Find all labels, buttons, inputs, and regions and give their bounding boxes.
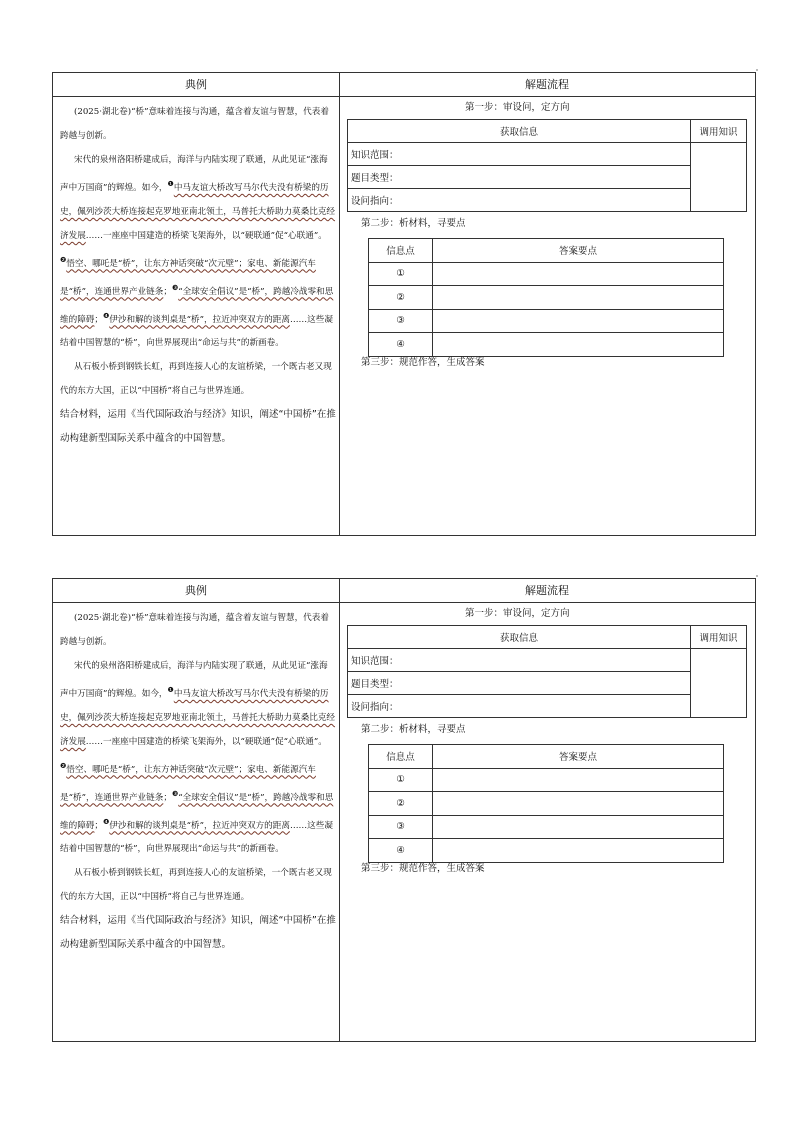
- highlight-4: 伊沙和解的谈判桌是“桥”，拉近冲突双方的距离: [109, 820, 290, 831]
- highlight-1: 中马友谊大桥改写马尔代夫没有桥梁的历史，佩列沙茨大桥连接起克罗地亚南北领土，马普托大桥助力莫桑比克经济发展: [60, 182, 336, 241]
- points-header-info: 信息点: [369, 745, 433, 769]
- knowledge-cell: [691, 649, 747, 718]
- points-row-4: ④: [369, 839, 433, 863]
- material-paragraph-4: 从石板小桥到钢铁长虹，再到连接人心的友谊桥梁，一个既古老又现代的东方大国，正以“中国桥”将自己与世界连通。: [60, 362, 332, 397]
- points-header-answer: 答案要点: [433, 745, 724, 769]
- question-text: 结合材料，运用《当代国际政治与经济》知识，阐述“中国桥”在推动构建新型国际关系中蕴含的中国智慧。: [60, 409, 336, 445]
- column-divider: [339, 579, 340, 1041]
- info-table-header-info: 获取信息: [348, 626, 691, 649]
- info-table: [347, 119, 747, 212]
- step-2-label: 第二步：析材料，寻要点: [361, 218, 466, 229]
- marker-3: ❸: [171, 789, 179, 798]
- info-row-scope: 知识范围：: [348, 143, 691, 166]
- info-row-scope: 知识范围：: [348, 649, 691, 672]
- highlight-1: 中马友谊大桥改写马尔代夫没有桥梁的历史，佩列沙茨大桥连接起克罗地亚南北领土，马普托大桥助力莫桑比克经济发展: [60, 688, 336, 747]
- points-row-2: ②: [369, 286, 433, 310]
- knowledge-cell: [691, 143, 747, 212]
- highlight-3: “全球安全倡议”是“桥”，跨越冷战零和思维的障碍: [60, 792, 334, 831]
- info-row-type: 题目类型：: [348, 166, 691, 189]
- marker-3: ❸: [171, 283, 179, 292]
- marker-4: ❹: [103, 311, 110, 320]
- material-paragraph-3: $^❷$悟空、哪吒是“桥”，让东方神话突破“次元壁”；家电、新能源汽车是“桥”，连通世界产业链条；$^❸$“全球安全倡议”是“桥”，跨越冷战零和思维的障碍；$^❹$伊沙和解的谈判桌是“桥”，拉近冲突双方的距离……这些凝结着中国智慧的“桥”，向世界展现出“命运与共”的新画卷。: [60, 761, 334, 855]
- material-paragraph-4: 从石板小桥到钢铁长虹，再到连接人心的友谊桥梁，一个既古老又现代的东方大国，正以“中国桥”将自己与世界连通。: [60, 868, 332, 903]
- marker-2: ❷: [60, 255, 67, 264]
- answer-cell: [433, 839, 724, 863]
- info-table-header-info: 获取信息: [348, 120, 691, 143]
- header-process: 解题流程: [339, 579, 755, 603]
- answer-cell: [433, 262, 724, 286]
- info-row-direction: 设问指向：: [348, 695, 691, 718]
- example-block-1: [52, 72, 756, 536]
- material-text: [60, 100, 336, 451]
- points-row-1: ①: [369, 768, 433, 792]
- points-row-3: ③: [369, 309, 433, 333]
- corner-mark: [756, 69, 758, 71]
- material-intro: (2025·湖北卷)“桥”意味着连接与沟通，蕴含着友谊与智慧，代表着跨越与创新。: [60, 107, 329, 141]
- header-example: 典例: [53, 579, 339, 603]
- info-table-header-knowledge: 调用知识: [691, 626, 747, 649]
- marker-1: ❶: [167, 686, 174, 694]
- answer-cell: [433, 815, 724, 839]
- highlight-3: “全球安全倡议”是“桥”，跨越冷战零和思维的障碍: [60, 286, 334, 325]
- points-row-1: ①: [369, 262, 433, 286]
- points-header-answer: 答案要点: [433, 239, 724, 263]
- step-1-label: 第一步：审设问，定方向: [465, 102, 570, 113]
- material-paragraph-2: 宋代的泉州洛阳桥建成后，海洋与内陆实现了联通，从此见证“涨海声中万国商”的辉煌。如今，$^❶$中马友谊大桥改写马尔代夫没有桥梁的历史，佩列沙茨大桥连接起克罗地亚南北领土，马普托大桥助力莫桑比克经济发展……一座座中国建造的桥梁飞架海外，以“硬联通”促“心联通”。: [60, 155, 336, 241]
- info-table: [347, 625, 747, 718]
- info-row-type: 题目类型：: [348, 672, 691, 695]
- points-row-4: ④: [369, 333, 433, 357]
- answer-cell: [433, 286, 724, 310]
- points-table: [368, 744, 724, 863]
- material-paragraph-2: 宋代的泉州洛阳桥建成后，海洋与内陆实现了联通，从此见证“涨海声中万国商”的辉煌。如今，$^❶$中马友谊大桥改写马尔代夫没有桥梁的历史，佩列沙茨大桥连接起克罗地亚南北领土，马普托大桥助力莫桑比克经济发展……一座座中国建造的桥梁飞架海外，以“硬联通”促“心联通”。: [60, 661, 336, 747]
- answer-cell: [433, 309, 724, 333]
- example-block-2: [52, 578, 756, 1042]
- highlight-2: 悟空、哪吒是“桥”，让东方神话突破“次元壁”；家电、新能源汽车是“桥”，连通世界产业链条: [60, 258, 316, 297]
- question-text: 结合材料，运用《当代国际政治与经济》知识，阐述“中国桥”在推动构建新型国际关系中蕴含的中国智慧。: [60, 915, 336, 951]
- column-divider: [339, 73, 340, 535]
- highlight-4: 伊沙和解的谈判桌是“桥”，拉近冲突双方的距离: [109, 314, 290, 325]
- corner-mark: [756, 575, 758, 577]
- points-row-2: ②: [369, 792, 433, 816]
- marker-4: ❹: [103, 817, 110, 826]
- step-1-label: 第一步：审设问，定方向: [465, 608, 570, 619]
- answer-cell: [433, 768, 724, 792]
- points-header-info: 信息点: [369, 239, 433, 263]
- marker-1: ❶: [167, 180, 174, 188]
- highlight-2: 悟空、哪吒是“桥”，让东方神话突破“次元壁”；家电、新能源汽车是“桥”，连通世界产业链条: [60, 764, 316, 803]
- step-3-label: 第三步：规范作答，生成答案: [361, 357, 485, 368]
- points-row-3: ③: [369, 815, 433, 839]
- material-paragraph-3: $^❷$悟空、哪吒是“桥”，让东方神话突破“次元壁”；家电、新能源汽车是“桥”，连通世界产业链条；$^❸$“全球安全倡议”是“桥”，跨越冷战零和思维的障碍；$^❹$伊沙和解的谈判桌是“桥”，拉近冲突双方的距离……这些凝结着中国智慧的“桥”，向世界展现出“命运与共”的新画卷。: [60, 255, 334, 349]
- answer-cell: [433, 333, 724, 357]
- answer-cell: [433, 792, 724, 816]
- header-example: 典例: [53, 73, 339, 97]
- material-intro: (2025·湖北卷)“桥”意味着连接与沟通，蕴含着友谊与智慧，代表着跨越与创新。: [60, 613, 329, 647]
- info-table-header-knowledge: 调用知识: [691, 120, 747, 143]
- header-process: 解题流程: [339, 73, 755, 97]
- step-2-label: 第二步：析材料，寻要点: [361, 724, 466, 735]
- material-text: [60, 606, 336, 957]
- step-3-label: 第三步：规范作答，生成答案: [361, 863, 485, 874]
- marker-2: ❷: [60, 761, 67, 770]
- info-row-direction: 设问指向：: [348, 189, 691, 212]
- points-table: [368, 238, 724, 357]
